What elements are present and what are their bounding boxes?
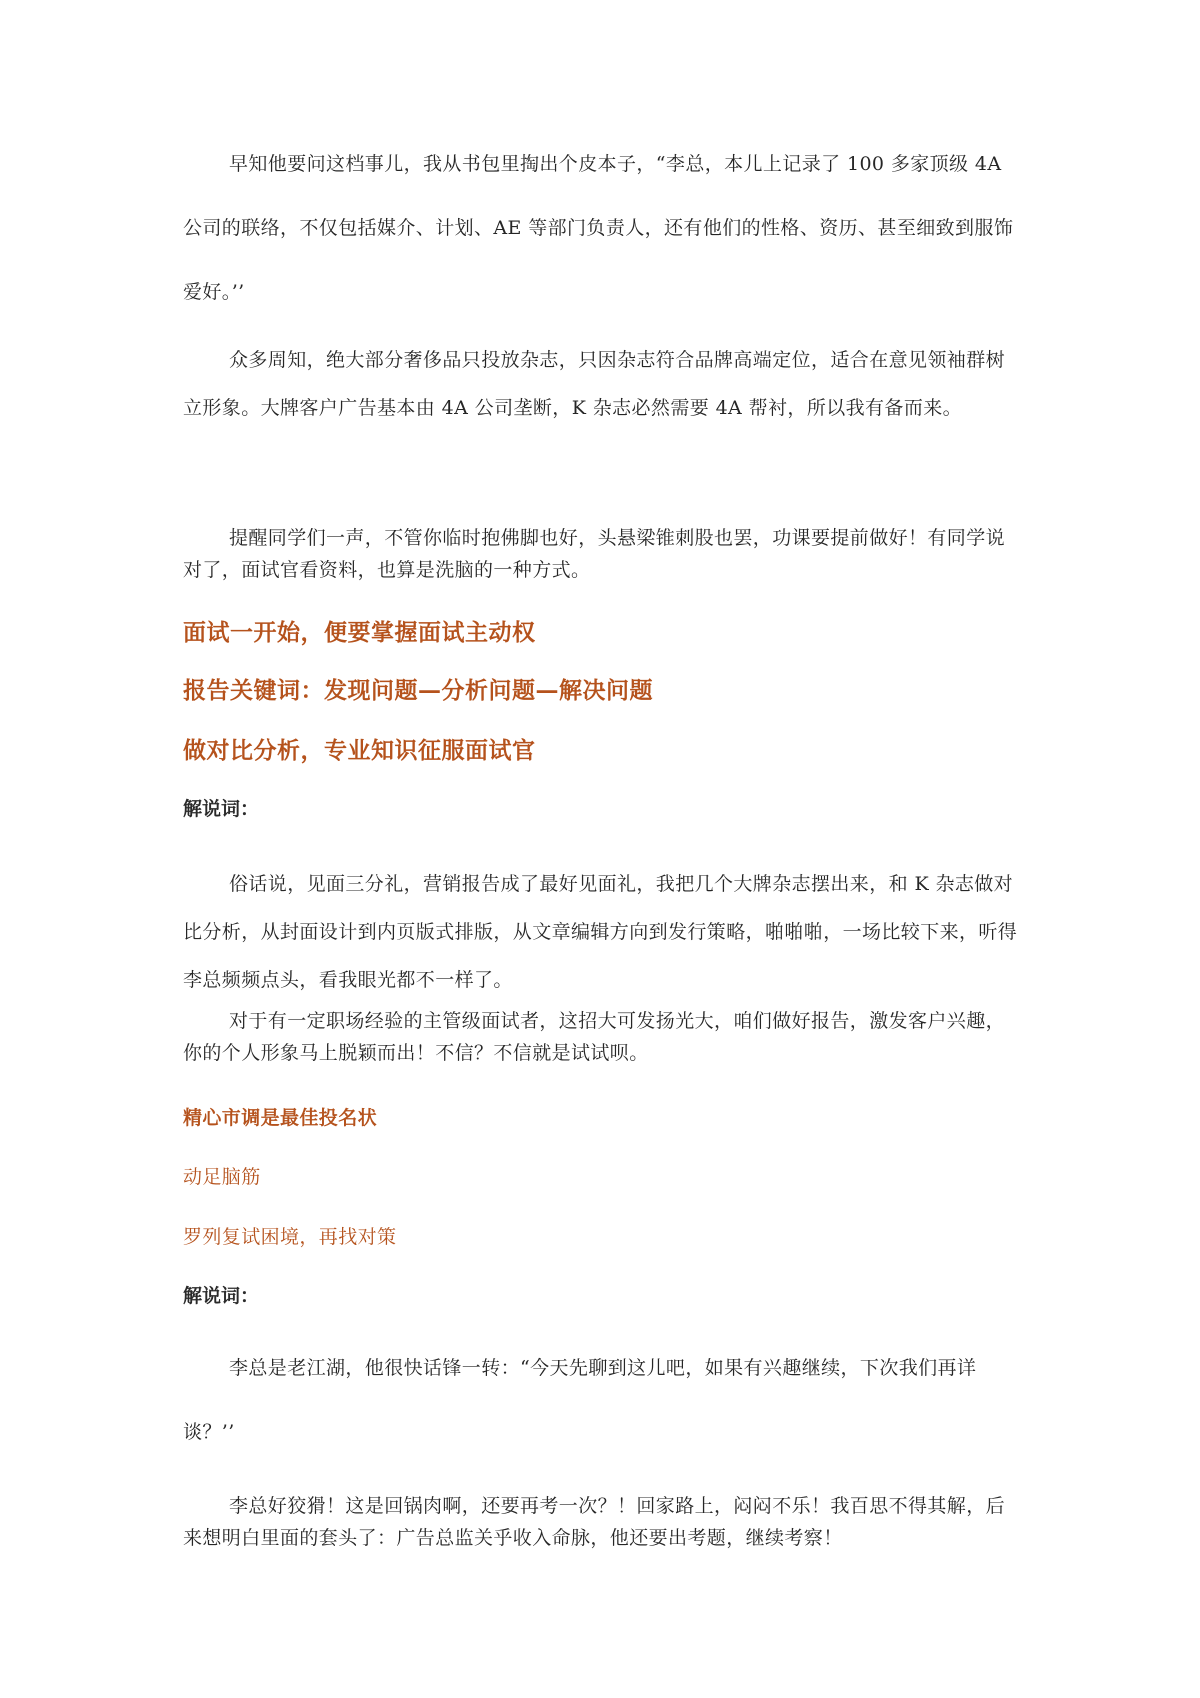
subheading-market-research: 精心市调是最佳投名状 xyxy=(183,1107,378,1129)
paragraph-marketing-report: 俗话说，见面三分礼，营销报告成了最好见面礼，我把几个大牌杂志摆出来，和 K 杂志做对比分析，从封面设计到内页版式排版，从文章编辑方向到发行策略，啪啪啪，一场比较下来，听得李总频频点头，看我眼光都不一样了。 xyxy=(183,873,1018,991)
subheading-list-difficulties: 罗列复试困境，再找对策 xyxy=(183,1226,397,1248)
heading-comparative-analysis: 做对比分析，专业知识征服面试官 xyxy=(183,737,536,764)
paragraph-prepare-homework: 提醒同学们一声，不管你临时抱佛脚也好，头悬梁锥刺股也罢，功课要提前做好！有同学说对了，面试官看资料，也算是洗脑的一种方式。 xyxy=(183,527,1006,581)
document-page xyxy=(183,0,1023,1698)
heading-take-initiative: 面试一开始，便要掌握面试主动权 xyxy=(183,619,536,646)
paragraph-old-hand: 李总是老江湖，他很快话锋一转：“今天先聊到这儿吧，如果有兴趣继续，下次我们再详谈？’’ xyxy=(183,1357,977,1443)
paragraph-manager-level-tip: 对于有一定职场经验的主管级面试者，这招大可发扬光大，咱们做好报告，激发客户兴趣，你的个人形象马上脱颖而出！不信？不信就是试试呗。 xyxy=(183,1010,1006,1064)
subheading-use-your-brain: 动足脑筋 xyxy=(183,1166,261,1188)
paragraph-second-test: 李总好狡猾！这是回锅肉啊，还要再考一次？！回家路上，闷闷不乐！我百思不得其解，后来想明白里面的套头了：广告总监关乎收入命脉，他还要出考题，继续考察！ xyxy=(183,1495,1006,1549)
label-commentary-2: 解说词： xyxy=(183,1285,260,1307)
paragraph-luxury-magazines: 众多周知，绝大部分奢侈品只投放杂志，只因杂志符合品牌高端定位，适合在意见领袖群树立形象。大牌客户广告基本由 4A 公司垄断，K 杂志必然需要 4A 帮衬，所以我有备而来。 xyxy=(183,349,1006,419)
heading-report-keywords: 报告关键词：发现问题—分析问题—解决问题 xyxy=(183,677,653,704)
label-commentary-1: 解说词： xyxy=(183,798,260,820)
paragraph-contacts-notebook: 早知他要问这档事儿，我从书包里掏出个皮本子，“李总，本儿上记录了 100 多家顶级 4A 公司的联络，不仅包括媒介、计划、AE 等部门负责人，还有他们的性格、资历、甚至细致到服饰爱好。’’ xyxy=(183,153,1014,303)
